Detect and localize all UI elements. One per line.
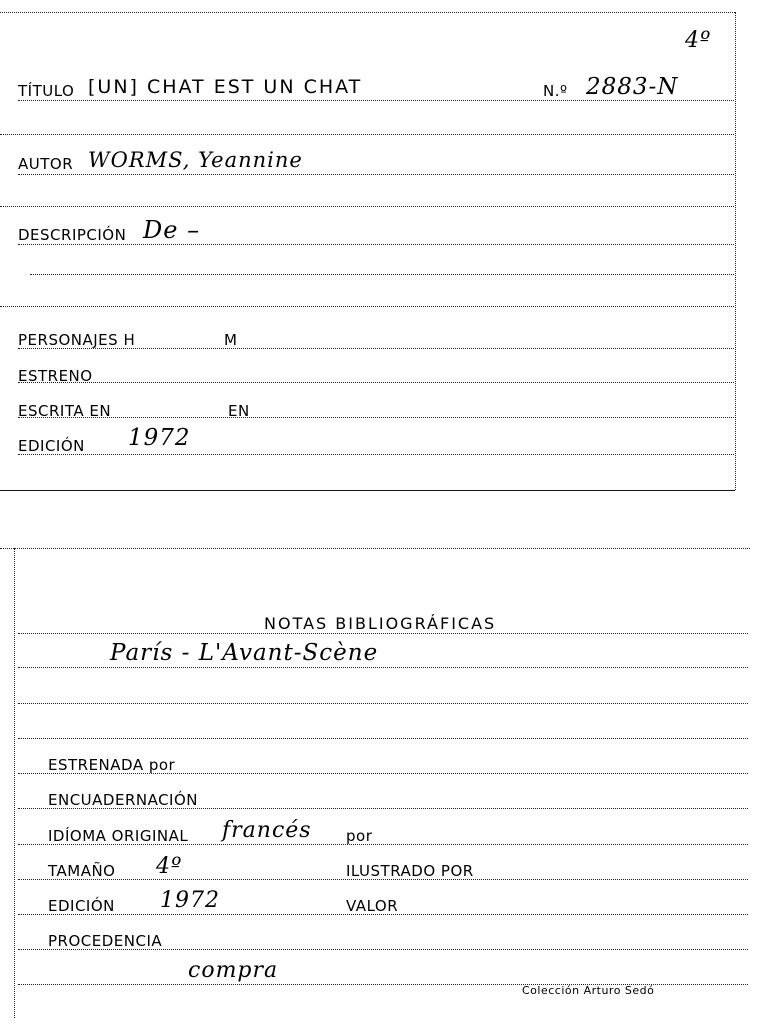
notas-value: París - L'Avant-Scène [110, 640, 379, 666]
edicion2-line [18, 914, 748, 915]
catalog-card-bottom [0, 540, 759, 1028]
rule-line [30, 274, 734, 275]
rule-line [18, 738, 748, 739]
idioma-line [18, 844, 748, 845]
card-right-edge [735, 12, 736, 490]
numero-label: N.º [543, 82, 568, 100]
personajes-label: PERSONAJES H [18, 331, 136, 349]
escrita-line [18, 417, 734, 418]
tamano-value: 4º [156, 854, 183, 879]
corner-note: 4º [685, 28, 712, 53]
descripcion-value: De – [143, 216, 201, 244]
valor-label: VALOR [346, 897, 399, 915]
titulo-line [18, 100, 734, 101]
tamano-label: TAMAÑO [48, 862, 116, 880]
card-left-edge [14, 548, 15, 1018]
idioma-por-label: por [346, 827, 373, 845]
titulo-label: TÍTULO [18, 82, 75, 100]
card-bottom-edge [0, 490, 735, 491]
rule-line [0, 134, 734, 135]
procedencia-line [18, 949, 748, 950]
edicion-label: EDICIÓN [18, 437, 85, 455]
personajes-line [18, 348, 734, 349]
collection-stamp: Colección Arturo Sedó [522, 984, 655, 997]
procedencia-label: PROCEDENCIA [48, 932, 163, 950]
card-top-edge [0, 548, 750, 549]
personajes-m-label: M [224, 331, 238, 349]
rule-line [18, 703, 748, 704]
card-top-edge [0, 12, 735, 13]
numero-value: 2883-N [586, 74, 679, 100]
notas-line [18, 633, 748, 634]
encuadernacion-label: ENCUADERNACIÓN [48, 791, 199, 809]
estreno-label: ESTRENO [18, 367, 93, 385]
descripcion-label: DESCRIPCIÓN [18, 226, 127, 244]
estrenada-label: ESTRENADA por [48, 756, 176, 774]
ilustrado-label: ILUSTRADO POR [346, 862, 474, 880]
edicion-line [18, 454, 734, 455]
autor-value: WORMS, Yeannine [88, 148, 303, 172]
estreno-line [18, 382, 734, 383]
encuadernacion-line [18, 808, 748, 809]
edicion-value: 1972 [128, 425, 191, 451]
procedencia-value: compra [188, 958, 279, 983]
descripcion-line [18, 244, 734, 245]
edicion2-label: EDICIÓN [48, 897, 115, 915]
catalog-card-top [0, 0, 759, 495]
rule-line [18, 667, 748, 668]
autor-label: AUTOR [18, 155, 74, 173]
idioma-value: francés [222, 818, 312, 843]
escrita-en2-label: EN [228, 402, 250, 420]
tamano-line [18, 879, 748, 880]
notas-title: NOTAS BIBLIOGRÁFICAS [264, 614, 497, 633]
idioma-label: IDÍOMA ORIGINAL [48, 827, 189, 845]
titulo-value: [UN] CHAT EST UN CHAT [88, 76, 363, 98]
estrenada-line [18, 773, 748, 774]
edicion2-value: 1972 [160, 888, 220, 913]
autor-line [18, 174, 734, 175]
rule-line [0, 306, 734, 307]
rule-line [0, 206, 734, 207]
escrita-label: ESCRITA EN [18, 402, 112, 420]
